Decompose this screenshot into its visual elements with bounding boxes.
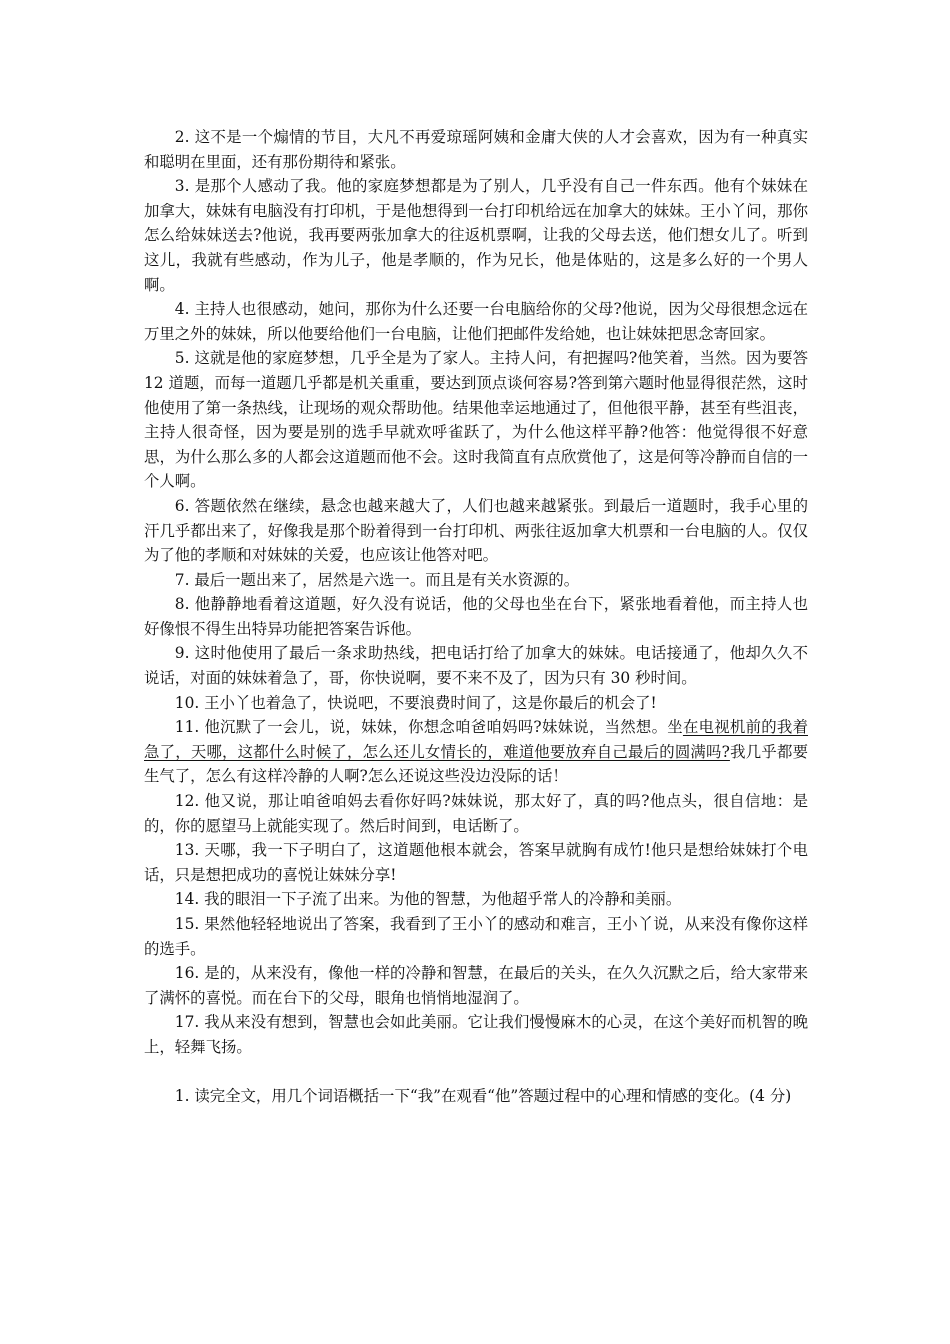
paragraph-7: 7. 最后一题出来了，居然是六选一。而且是有关水资源的。 — [174, 570, 580, 589]
paragraph-11-before: 11. 他沉默了一会儿，说，妹妹，你想念咱爸咱妈吗?妹妹说，当然想。坐 — [174, 718, 683, 737]
paragraph-5: 5. 这就是他的家庭梦想，几乎全是为了家人。主持人问，有把握吗?他笑着，当然。因为要答 12 道题，而每一道题几乎都是机关重重，要达到顶点谈何容易?答到第六题时他显得很茫然，这时他使用了第一条热线，让现场的观众帮助他。结果他幸运地通过了，但他很平静，甚至有些沮丧，主持人很奇怪，因为要是别的选手早就欢呼雀跃了，为什么他这样平静?他答：他觉得很不好意思，为什么那么多的人都会这道题而他不会。这时我简直有点欣赏他了，这是何等冷静而自信的一个人啊。 — [144, 349, 808, 491]
paragraph-8: 8. 他静静地看着这道题，好久没有说话，他的父母也坐在台下，紧张地看着他，而主持人也好像恨不得生出特异功能把答案告诉他。 — [144, 595, 808, 638]
question-1: 1. 读完全文，用几个词语概括一下“我”在观看“他”答题过程中的心理和情感的变化。(4 分) — [174, 1086, 792, 1105]
paragraph-11 — [144, 715, 808, 789]
paragraph-11-after: 我几乎都要生气了，怎么有这样冷静的人啊?怎么还说这些没边没际的话！ — [144, 742, 808, 786]
paragraph-14: 14. 我的眼泪一下子流了出来。为他的智慧，为他超乎常人的冷静和美丽。 — [174, 890, 682, 909]
paragraph-6: 6. 答题依然在继续，悬念也越来越大了，人们也越来越紧张。到最后一道题时，我手心里的汗几乎都出来了，好像我是那个盼着得到一台打印机、两张往返加拿大机票和一台电脑的人。仅仅为了他的孝顺和对妹妹的关爱，也应该让他答对吧。 — [144, 496, 808, 565]
paragraph-2: 2. 这不是一个煽情的节目，大凡不再爱琼瑶阿姨和金庸大侠的人才会喜欢，因为有一种真实和聪明在里面，还有那份期待和紧张。 — [144, 128, 808, 171]
paragraph-15: 15. 果然他轻轻地说出了答案，我看到了王小丫的感动和难言，王小丫说，从来没有像你这样的选手。 — [144, 915, 808, 958]
section-gap — [144, 1060, 808, 1084]
paragraph-12: 12. 他又说，那让咱爸咱妈去看你好吗?妹妹说，那太好了，真的吗?他点头，很自信地：是的，你的愿望马上就能实现了。然后时间到，电话断了。 — [144, 792, 808, 835]
paragraph-16: 16. 是的，从来没有，像他一样的冷静和智慧，在最后的关头，在久久沉默之后，给大家带来了满怀的喜悦。而在台下的父母，眼角也悄悄地湿润了。 — [144, 964, 808, 1007]
paragraph-17: 17. 我从来没有想到，智慧也会如此美丽。它让我们慢慢麻木的心灵，在这个美好而机智的晚上，轻舞飞扬。 — [144, 1013, 808, 1056]
document-page — [144, 125, 808, 1108]
paragraph-11-underlined: 在电视机前的我着急了，天哪，这都什么时候了，怎么还儿女情长的，难道他要放弃自己最后的圆满吗? — [144, 718, 808, 761]
paragraph-9: 9. 这时他使用了最后一条求助热线，把电话打给了加拿大的妹妹。电话接通了，他却久久不说话，对面的妹妹着急了，哥，你快说啊，要不来不及了，因为只有 30 秒时间。 — [144, 644, 808, 688]
paragraph-3: 3. 是那个人感动了我。他的家庭梦想都是为了别人，几乎没有自己一件东西。他有个妹妹在加拿大，妹妹有电脑没有打印机，于是他想得到一台打印机给远在加拿大的妹妹。王小丫问，那你怎么给妹妹送去?他说，我再要两张加拿大的往返机票啊，让我的父母去送，他们想女儿了。听到这儿，我就有些感动，作为儿子，他是孝顺的，作为兄长，他是体贴的，这是多么好的一个男人啊。 — [144, 177, 808, 294]
paragraph-13: 13. 天哪，我一下子明白了，这道题他根本就会，答案早就胸有成竹!他只是想给妹妹打个电话，只是想把成功的喜悦让妹妹分享! — [144, 841, 808, 884]
paragraph-4: 4. 主持人也很感动，她问，那你为什么还要一台电脑给你的父母?他说，因为父母很想念远在万里之外的妹妹，所以他要给他们一台电脑，让他们把邮件发给她，也让妹妹把思念寄回家。 — [144, 300, 808, 343]
paragraph-10: 10. 王小丫也着急了，快说吧，不要浪费时间了，这是你最后的机会了! — [174, 693, 657, 712]
